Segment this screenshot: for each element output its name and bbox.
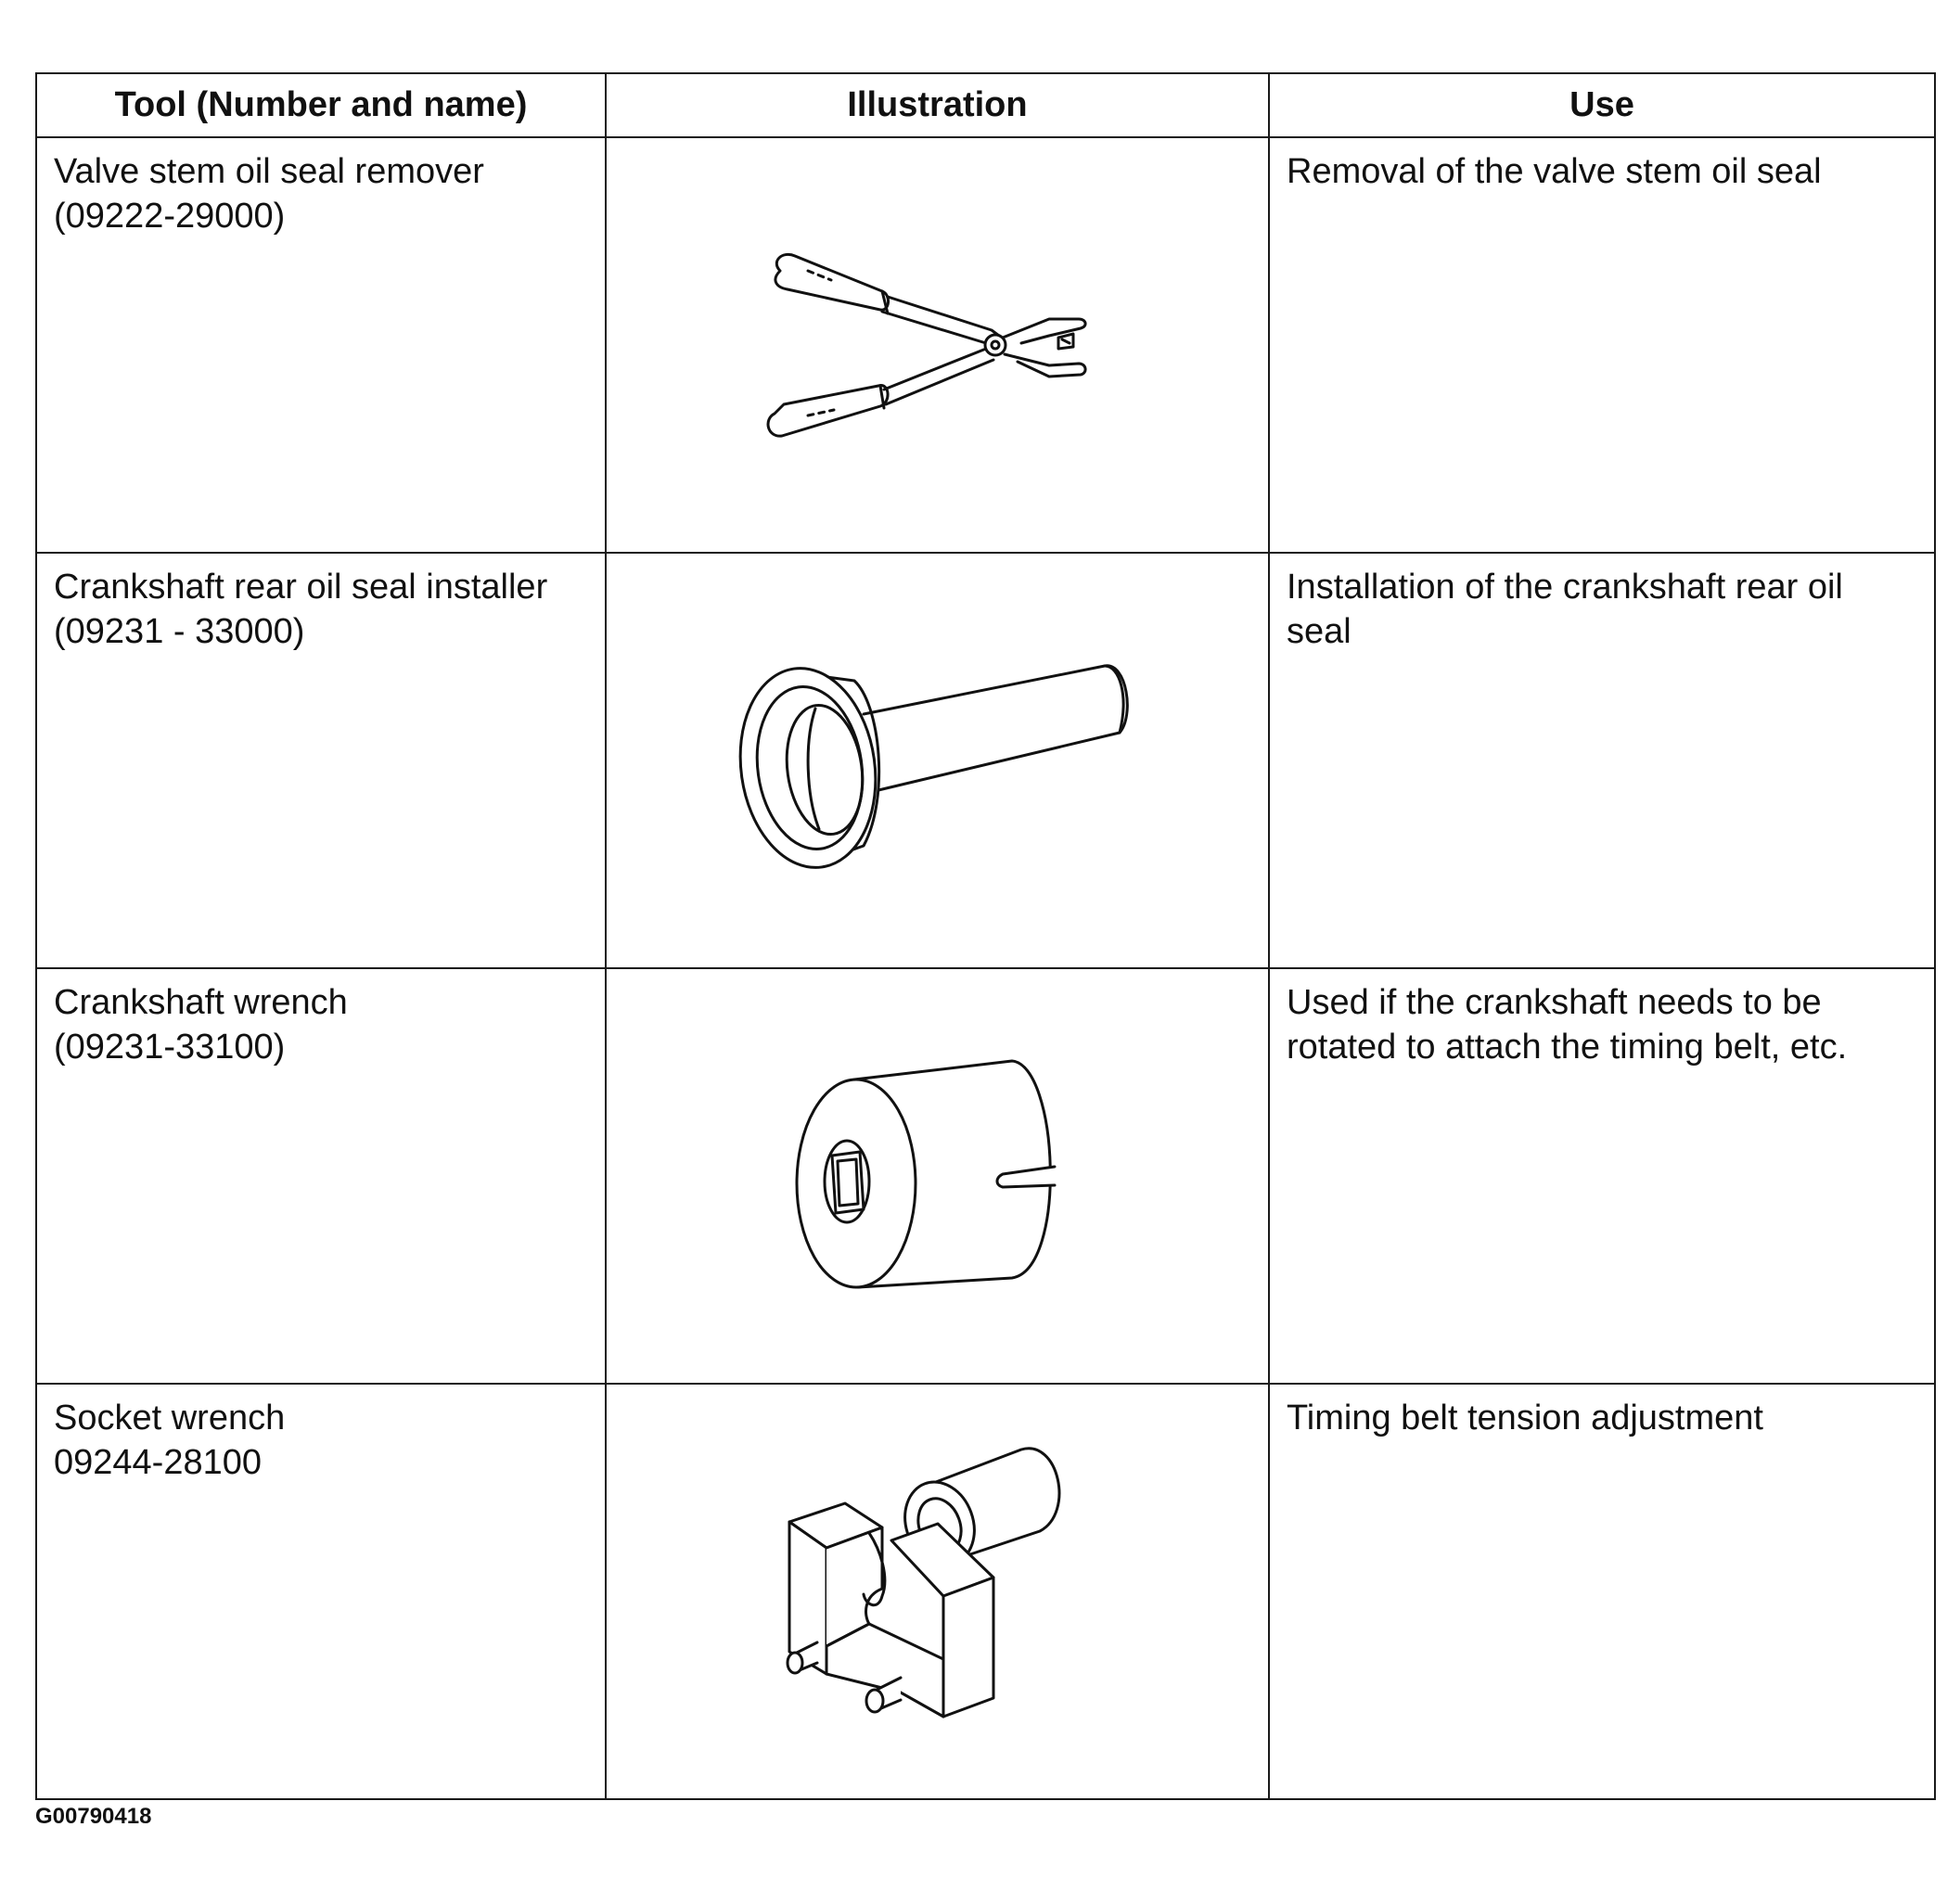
table-row xyxy=(36,968,1935,1384)
figure-code: G00790418 xyxy=(35,1804,152,1829)
use-text: Used if the crankshaft needs to be rotated to attach the timing belt, etc. xyxy=(1287,983,1848,1067)
tool-cell xyxy=(36,553,606,968)
use-cell xyxy=(1269,553,1935,968)
use-text: Installation of the crankshaft rear oil seal xyxy=(1287,568,1843,651)
tool-cell xyxy=(36,968,606,1384)
use-text: Timing belt tension adjustment xyxy=(1287,1399,1763,1437)
table-row xyxy=(36,1384,1935,1799)
tool-name: Valve stem oil seal remover xyxy=(54,152,484,191)
header-use: Use xyxy=(1269,73,1935,137)
tool-number: (09222-29000) xyxy=(54,197,286,236)
tool-name: Socket wrench xyxy=(54,1399,286,1437)
tool-cell xyxy=(36,1384,606,1799)
use-text: Removal of the valve stem oil seal xyxy=(1287,152,1822,191)
crankshaft-wrench-icon xyxy=(780,1055,1095,1297)
tool-name: Crankshaft wrench xyxy=(54,983,348,1022)
tool-number: 09244-28100 xyxy=(54,1443,262,1482)
illustration-cell xyxy=(606,137,1269,553)
illustration-cell xyxy=(606,1384,1269,1799)
table-row xyxy=(36,137,1935,553)
socket-wrench-icon xyxy=(780,1438,1095,1744)
pliers-icon xyxy=(743,234,1133,456)
table-row xyxy=(36,553,1935,968)
header-illustration: Illustration xyxy=(606,73,1269,137)
header-tool: Tool (Number and name) xyxy=(36,73,606,137)
tool-cell xyxy=(36,137,606,553)
special-tools-table xyxy=(35,72,1936,1800)
illustration-cell xyxy=(606,968,1269,1384)
use-cell xyxy=(1269,137,1935,553)
use-cell xyxy=(1269,1384,1935,1799)
seal-installer-icon xyxy=(715,640,1160,881)
use-cell xyxy=(1269,968,1935,1384)
tool-number: (09231-33100) xyxy=(54,1028,286,1067)
table-header-row xyxy=(36,73,1935,137)
tool-number: (09231 - 33000) xyxy=(54,612,305,651)
tool-name: Crankshaft rear oil seal installer xyxy=(54,568,548,607)
illustration-cell xyxy=(606,553,1269,968)
